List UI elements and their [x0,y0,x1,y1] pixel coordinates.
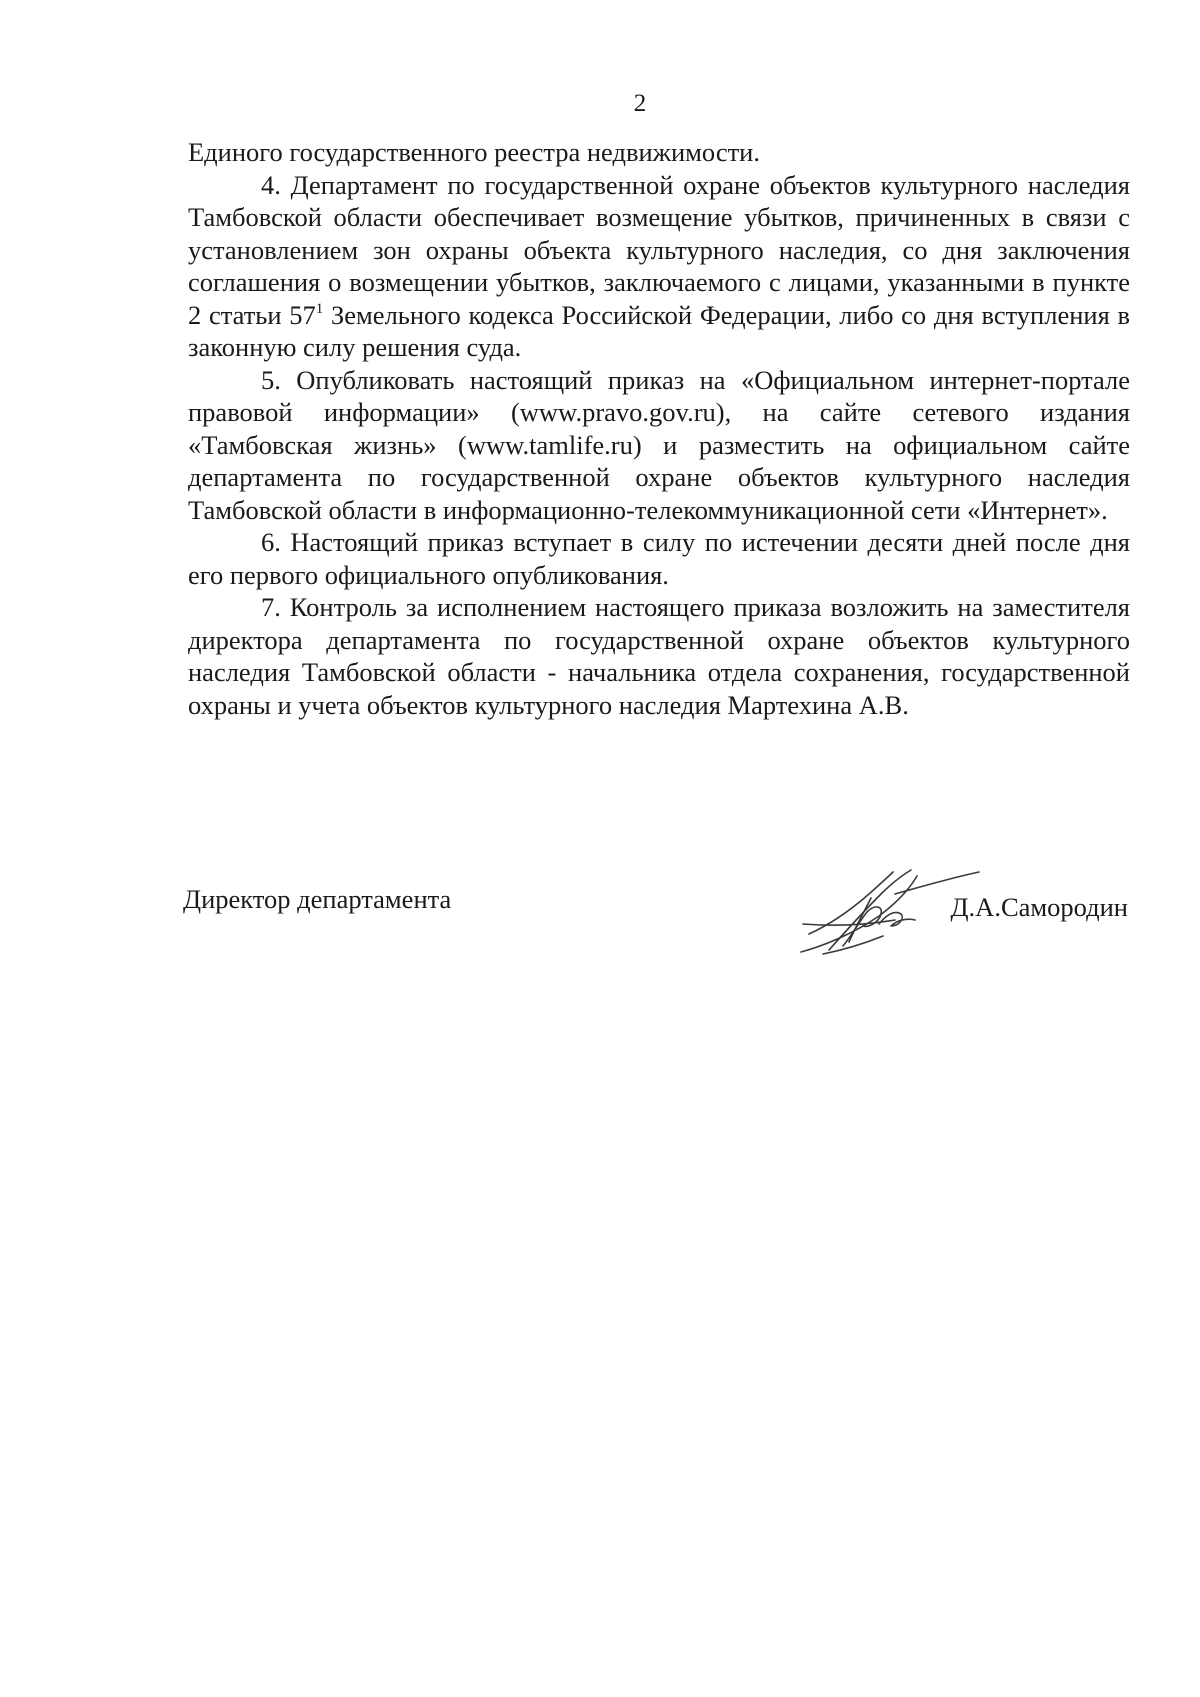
signatory-name: Д.А.Самородин [950,892,1128,922]
paragraph-4-text: 4. Департамент по государственной охране объектов культурного наследия Тамбовской области обеспечивает возмещение убытков, причиненных в связи с установлением зон охраны объекта культурного наследия, со дня заключения соглашения о возмещении убытков, заключаемого с лицами, указанными в пункте 2 статьи 57 [188,169,1130,330]
signature-block [183,876,1128,966]
paragraph-4-text-end: Земельного кодекса Российской Федерации, либо со дня вступления в законную силу решения суда. [188,299,1131,362]
document-body [188,136,1130,721]
paragraph-4 [188,169,1130,364]
signatory-title: Директор департамента [183,884,452,914]
paragraph-5: 5. Опубликовать настоящий приказ на «Официальном интернет-портале правовой информации» (www.pravo.gov.ru), на сайте сетевого издания «Тамбовская жизнь» (www.tamlife.ru) и разместить на официальном сайте департамента по государственной охране объектов культурного наследия Тамбовской области в информационно-телекоммуникационной сети «Интернет». [188,364,1130,525]
paragraph-7: 7. Контроль за исполнением настоящего приказа возложить на заместителя директора департамента по государственной охране объектов культурного наследия Тамбовской области - начальника отдела сохранения, государственной охраны и учета объектов культурного наследия Мартехина А.В. [188,592,1130,720]
paragraph-6: 6. Настоящий приказ вступает в силу по истечении десяти дней после дня его первого официального опубликования. [188,527,1130,590]
page-number: 2 [633,90,647,117]
article-superscript: 1 [315,300,324,317]
paragraph-continuation: Единого государственного реестра недвижимости. [188,137,760,167]
